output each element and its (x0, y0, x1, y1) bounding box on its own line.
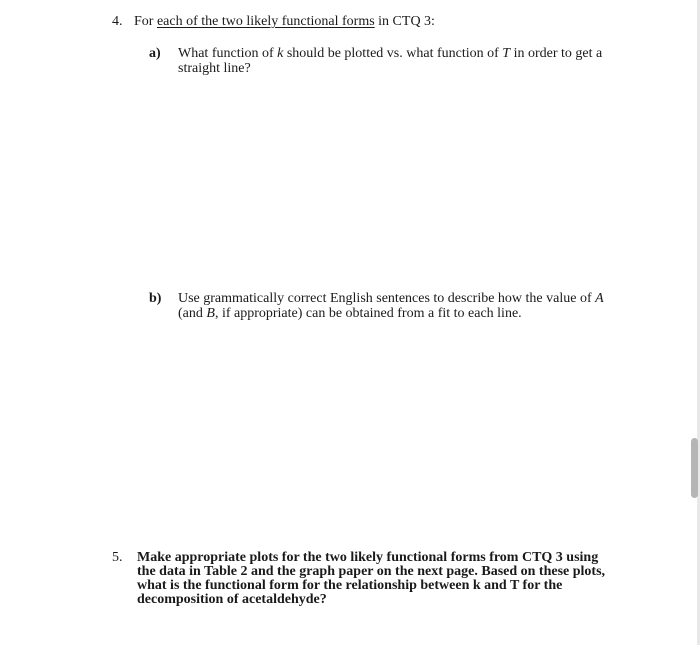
question-4-prefix: For (134, 14, 157, 29)
question-4b (149, 291, 629, 331)
variable-k: k (277, 46, 284, 61)
variable-B: B (206, 306, 215, 321)
question-4a-text-1: What function of (178, 46, 278, 61)
question-4a-text-2: should be plotted vs. what function of (283, 46, 503, 61)
question-4b-text (178, 291, 618, 321)
question-5-text: Make appropriate plots for the two likely functional forms from CTQ 3 using the data in Table 2 and the graph paper on the next page. Based on these plots, what is the functional form for the relationship between k and T for the decomposition of acetaldehyde? (137, 550, 606, 607)
question-4 (112, 14, 435, 30)
question-4-number: 4. (112, 14, 123, 29)
question-4a-text (178, 46, 618, 76)
question-4a (149, 46, 629, 86)
question-5-number: 5. (112, 550, 123, 565)
question-4b-text-2: (and (178, 306, 207, 321)
question-4b-label: b) (149, 291, 162, 306)
variable-A: A (595, 291, 604, 306)
question-4-underlined-phrase: each of the two likely functional forms (156, 14, 375, 29)
question-4a-label: a) (149, 46, 161, 61)
question-4a-text-3: in order to get a straight line? (178, 46, 603, 76)
scrollbar-thumb[interactable] (691, 438, 698, 498)
vertical-scrollbar[interactable] (688, 0, 700, 645)
question-4b-text-3: , if appropriate) can be obtained from a fit to each line. (214, 306, 522, 321)
variable-T: T (502, 46, 511, 61)
question-4-suffix: in CTQ 3: (374, 14, 435, 29)
question-4b-text-1: Use grammatically correct English sentences to describe how the value of (178, 291, 596, 306)
